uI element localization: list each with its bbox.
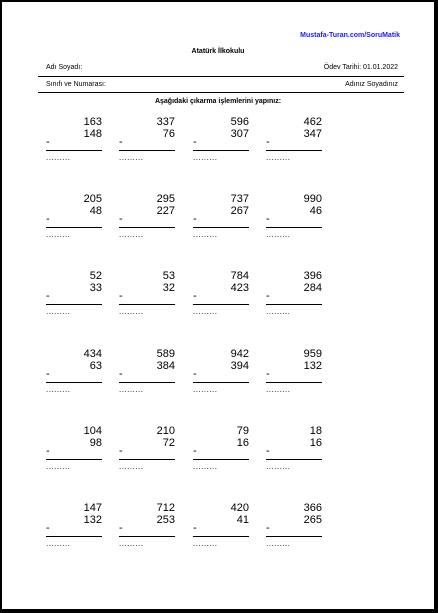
- worksheet-page: [2, 2, 434, 609]
- subtrahend: 132: [83, 514, 102, 526]
- subtrahend: 72: [162, 437, 175, 449]
- minuend: 295: [156, 193, 175, 205]
- subtrahend: 148: [83, 128, 102, 140]
- subtrahend: 16: [236, 437, 249, 449]
- answer-blank[interactable]: .........: [266, 539, 291, 548]
- subtraction-problem: [262, 270, 322, 320]
- minuend: 147: [83, 502, 102, 514]
- subtrahend: 265: [303, 514, 322, 526]
- answer-blank[interactable]: .........: [266, 385, 291, 394]
- minus-sign: -: [266, 522, 270, 534]
- result-line: [46, 304, 102, 305]
- subtraction-problem: [189, 502, 249, 552]
- answer-blank[interactable]: .........: [266, 230, 291, 239]
- school-name: Atatürk İlkokulu: [191, 48, 245, 55]
- result-line: [193, 150, 249, 151]
- minuend: 737: [230, 193, 249, 205]
- subtrahend: 41: [236, 514, 249, 526]
- minuend: 366: [303, 502, 322, 514]
- minus-sign: -: [266, 445, 270, 457]
- minuend: 990: [303, 193, 322, 205]
- minus-sign: -: [193, 290, 197, 302]
- minus-sign: -: [266, 368, 270, 380]
- result-line: [119, 227, 175, 228]
- minuend: 52: [89, 270, 102, 282]
- minus-sign: -: [46, 213, 50, 225]
- minus-sign: -: [266, 213, 270, 225]
- subtraction-problem: [42, 270, 102, 320]
- result-line: [193, 227, 249, 228]
- minus-sign: -: [193, 136, 197, 148]
- result-line: [119, 536, 175, 537]
- answer-blank[interactable]: .........: [46, 153, 71, 162]
- minuend: 79: [236, 425, 249, 437]
- minus-sign: -: [119, 445, 123, 457]
- minuend: 53: [162, 270, 175, 282]
- subtraction-problem: [42, 348, 102, 398]
- answer-blank[interactable]: .........: [46, 539, 71, 548]
- result-line: [266, 150, 322, 151]
- minus-sign: -: [119, 522, 123, 534]
- result-line: [46, 382, 102, 383]
- result-line: [193, 536, 249, 537]
- result-line: [46, 150, 102, 151]
- answer-blank[interactable]: .........: [266, 307, 291, 316]
- answer-blank[interactable]: .........: [266, 462, 291, 471]
- subtrahend: 32: [162, 282, 175, 294]
- minuend: 462: [303, 116, 322, 128]
- subtraction-problem: [115, 193, 175, 243]
- subtrahend: 307: [230, 128, 249, 140]
- subtraction-problem: [189, 425, 249, 475]
- subtraction-problem: [189, 270, 249, 320]
- minus-sign: -: [266, 136, 270, 148]
- answer-blank[interactable]: .........: [119, 153, 144, 162]
- minus-sign: -: [193, 213, 197, 225]
- subtrahend: 46: [309, 205, 322, 217]
- subtrahend: 227: [156, 205, 175, 217]
- subtraction-problem: [189, 193, 249, 243]
- minus-sign: -: [193, 368, 197, 380]
- minuend: 205: [83, 193, 102, 205]
- instruction-text: Aşağıdaki çıkarma işlemlerini yapınız:: [154, 98, 282, 105]
- minuend: 712: [156, 502, 175, 514]
- minus-sign: -: [119, 290, 123, 302]
- date-label: Ödev Tarihi: 01.01.2022: [323, 64, 398, 71]
- minus-sign: -: [46, 522, 50, 534]
- result-line: [119, 459, 175, 460]
- result-line: [46, 227, 102, 228]
- minuend: 942: [230, 348, 249, 360]
- divider-line: [38, 92, 404, 93]
- subtraction-problem: [189, 116, 249, 166]
- result-line: [266, 227, 322, 228]
- minus-sign: -: [46, 290, 50, 302]
- subtraction-problem: [262, 425, 322, 475]
- minuend: 596: [230, 116, 249, 128]
- subtrahend: 347: [303, 128, 322, 140]
- subtraction-problem: [42, 116, 102, 166]
- answer-blank[interactable]: .........: [193, 153, 218, 162]
- subtrahend: 394: [230, 360, 249, 372]
- subtraction-problem: [115, 502, 175, 552]
- answer-blank[interactable]: .........: [46, 385, 71, 394]
- minuend: 959: [303, 348, 322, 360]
- minus-sign: -: [119, 213, 123, 225]
- subtraction-problem: [115, 270, 175, 320]
- subtraction-problem: [42, 425, 102, 475]
- subtrahend: 267: [230, 205, 249, 217]
- class-label: Sınıfı ve Numarası:: [46, 81, 106, 88]
- subtraction-problem: [115, 425, 175, 475]
- result-line: [193, 382, 249, 383]
- answer-blank[interactable]: .........: [119, 462, 144, 471]
- subtraction-problem: [42, 193, 102, 243]
- subtrahend: 76: [162, 128, 175, 140]
- answer-blank[interactable]: .........: [193, 230, 218, 239]
- subtraction-problem: [262, 116, 322, 166]
- result-line: [119, 382, 175, 383]
- answer-blank[interactable]: .........: [193, 462, 218, 471]
- minuend: 589: [156, 348, 175, 360]
- minus-sign: -: [193, 445, 197, 457]
- subtraction-problem: [189, 348, 249, 398]
- minus-sign: -: [46, 368, 50, 380]
- answer-blank[interactable]: .........: [193, 385, 218, 394]
- subtraction-problem: [262, 193, 322, 243]
- minus-sign: -: [193, 522, 197, 534]
- answer-blank[interactable]: .........: [119, 307, 144, 316]
- subtrahend: 253: [156, 514, 175, 526]
- subtrahend: 284: [303, 282, 322, 294]
- minuend: 18: [309, 425, 322, 437]
- subtraction-problem: [115, 116, 175, 166]
- divider-line: [38, 76, 404, 77]
- minus-sign: -: [46, 136, 50, 148]
- result-line: [193, 304, 249, 305]
- answer-blank[interactable]: .........: [119, 385, 144, 394]
- subtrahend: 33: [89, 282, 102, 294]
- subtraction-problem: [42, 502, 102, 552]
- answer-blank[interactable]: .........: [46, 307, 71, 316]
- minuend: 210: [156, 425, 175, 437]
- minuend: 396: [303, 270, 322, 282]
- subtrahend: 48: [89, 205, 102, 217]
- result-line: [266, 382, 322, 383]
- result-line: [46, 459, 102, 460]
- result-line: [266, 304, 322, 305]
- name-label: Adı Soyadı:: [46, 64, 83, 71]
- subtrahend: 132: [303, 360, 322, 372]
- minus-sign: -: [266, 290, 270, 302]
- subtrahend: 63: [89, 360, 102, 372]
- minuend: 163: [83, 116, 102, 128]
- teacher-label: Adınız Soyadınız: [345, 81, 398, 88]
- result-line: [119, 304, 175, 305]
- minuend: 434: [83, 348, 102, 360]
- subtraction-problem: [262, 502, 322, 552]
- answer-blank[interactable]: .........: [119, 230, 144, 239]
- answer-blank[interactable]: .........: [46, 230, 71, 239]
- site-url[interactable]: Mustafa-Turan.com/SoruMatik: [300, 32, 400, 39]
- subtraction-problem: [115, 348, 175, 398]
- minus-sign: -: [46, 445, 50, 457]
- subtrahend: 16: [309, 437, 322, 449]
- answer-blank[interactable]: .........: [119, 539, 144, 548]
- minus-sign: -: [119, 136, 123, 148]
- result-line: [193, 459, 249, 460]
- subtrahend: 423: [230, 282, 249, 294]
- result-line: [266, 536, 322, 537]
- subtraction-problem: [262, 348, 322, 398]
- subtrahend: 98: [89, 437, 102, 449]
- minuend: 337: [156, 116, 175, 128]
- result-line: [119, 150, 175, 151]
- minuend: 104: [83, 425, 102, 437]
- subtrahend: 384: [156, 360, 175, 372]
- answer-blank[interactable]: .........: [193, 539, 218, 548]
- minus-sign: -: [119, 368, 123, 380]
- answer-blank[interactable]: .........: [193, 307, 218, 316]
- answer-blank[interactable]: .........: [46, 462, 71, 471]
- result-line: [266, 459, 322, 460]
- minuend: 784: [230, 270, 249, 282]
- answer-blank[interactable]: .........: [266, 153, 291, 162]
- minuend: 420: [230, 502, 249, 514]
- result-line: [46, 536, 102, 537]
